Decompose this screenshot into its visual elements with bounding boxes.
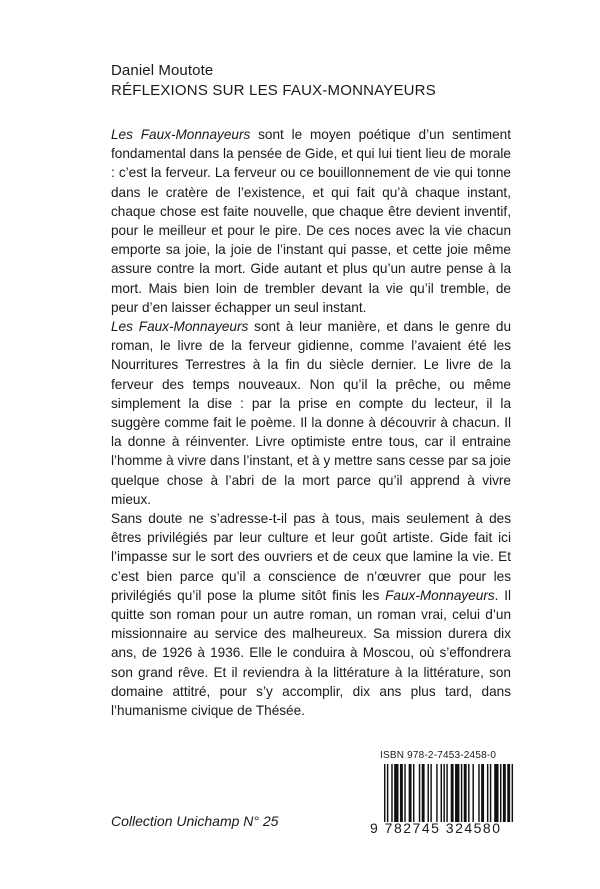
book-title: RÉFLEXIONS SUR LES FAUX-MONNAYEURS bbox=[111, 82, 436, 99]
book-title-italic: Les Faux-Monnayeurs bbox=[111, 127, 251, 142]
isbn-number: ISBN 978-2-7453-2458-0 bbox=[380, 750, 497, 761]
blurb-paragraph-2 bbox=[111, 317, 511, 509]
barcode-icon bbox=[380, 764, 518, 822]
book-title-italic: Faux-Monnayeurs bbox=[385, 587, 495, 603]
book-title-italic: Les Faux-Monnayeurs bbox=[111, 319, 249, 335]
paragraph-text: Sans doute ne s’adresse-t-il pas à tous, mais seulement à des êtres privilégiés par leur culture et leur goût artiste. Gide fait ici l’impasse sur le sort des ouvriers et de ceux que lamine la vie. Et c’est bien parce qu’il a conscience de n’œuvrer que pour les privilégiés qu’il pose la plume sitôt finis les bbox=[111, 511, 511, 603]
blurb-paragraph-3 bbox=[111, 509, 511, 720]
collection-label: Collection Unichamp N° 25 bbox=[111, 813, 279, 829]
paragraph-text: sont le moyen poétique d’un sentiment fondamental dans la pensée de Gide, et qui lui tient lieu de morale : c’est la ferveur. La ferveur ou ce bouillonnement de vie qui tonne dans le cratère de l’existence, et qui fait qu’à chaque instant, chaque chose est faite nouvelle, que chaque être devient inventif, pour le meilleur et pour le pire. De ces noces avec la vie chacun emporte sa joie, la joie de l’instant qui passe, et cette joie même assure contre la mort. Gide autant et plus qu’un autre pense à la mort. Mais bien loin de trembler devant la vie qu’il tremble, de peur d’en laisser échapper un seul instant. bbox=[111, 127, 511, 315]
back-cover-blurb bbox=[111, 125, 511, 720]
isbn-barcode bbox=[370, 750, 518, 838]
paragraph-text: sont à leur manière, et dans le genre du roman, le livre de la ferveur gidienne, comme l’avaient été les Nourritures Terrestres à la fin du siècle dernier. Le livre de la ferveur des temps nouveaux. Non qu’il la prêche, ou même simplement la dise : par la prise en compte du lecteur, il la suggère comme fait le poème. Il la donne à découvrir à chacun. Il la donne à réinventer. Livre optimiste entre tous, car il entraine l’homme à vivre dans l’instant, et à y mettre sans cesse par sa joie quelque chose à l’abri de la mort parce qu’il apprend à vivre mieux. bbox=[111, 319, 512, 507]
ean-number: 9 782745 324580 bbox=[370, 820, 502, 836]
paragraph-text: . Il quitte son roman pour un autre roman, un roman vrai, celui d’un missionnaire au service des malheureux. Sa mission durera dix ans, de 1926 à 1936. Elle le conduira à Moscou, où s’effondrera son grand rêve. Et il reviendra à la littérature à la littérature, son domaine attitré, pour s’y accomplir, dix ans plus tard, dans l’humanisme civique de Thésée. bbox=[111, 587, 511, 719]
author-name: Daniel Moutote bbox=[111, 62, 214, 79]
blurb-paragraph-1 bbox=[111, 125, 511, 317]
